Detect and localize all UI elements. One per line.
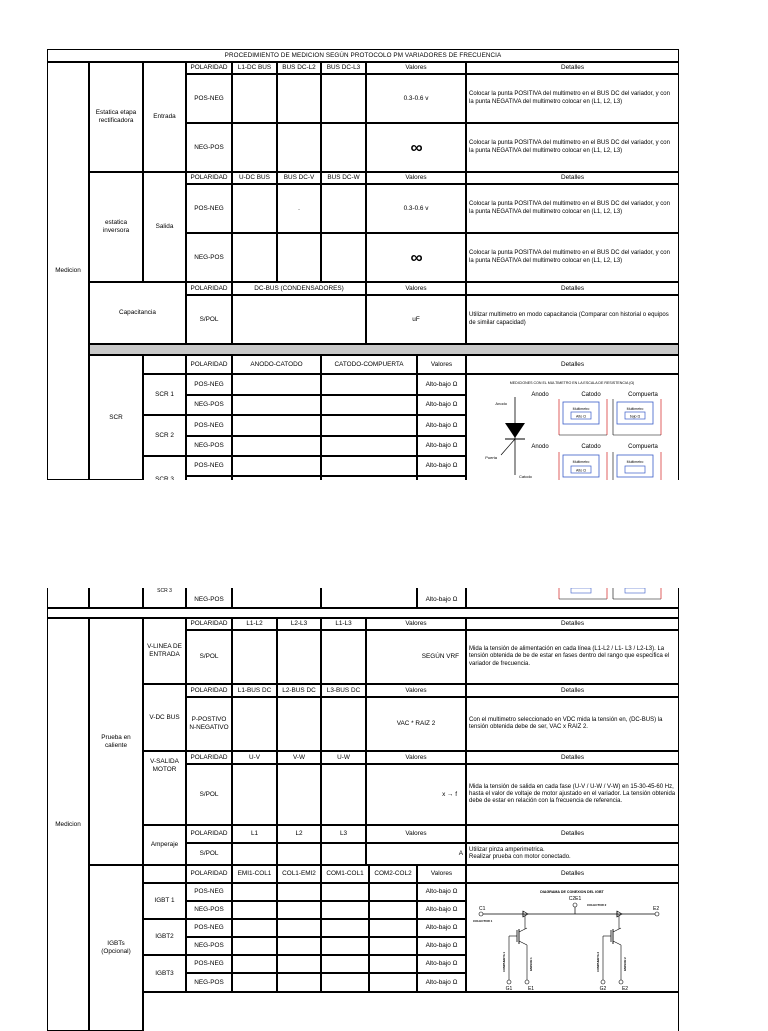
vdc-h-2: L2-BUS DC xyxy=(277,684,321,697)
mm2-label: Multimetro xyxy=(626,407,644,411)
thyristor-icon xyxy=(505,423,525,438)
cell xyxy=(321,919,369,937)
igbt-diag-title: DIAGRAMA DE CONEXION DEL IGBT xyxy=(540,890,604,894)
igbt-diag-comp2: COMPUERTA 2 xyxy=(596,951,600,973)
cell xyxy=(369,973,417,992)
cell xyxy=(232,697,277,751)
vout-h-pol: POLARIDAD xyxy=(186,751,232,764)
igbt-diag-c1: C1 xyxy=(479,906,486,912)
scr-h-2: CATODO-COMPUERTA xyxy=(321,355,417,374)
cell xyxy=(232,374,321,395)
cell xyxy=(277,937,321,955)
inv-sub: Salida xyxy=(143,172,186,282)
scr-diag-catodo-small: Catodo xyxy=(519,474,532,479)
cell xyxy=(232,184,277,233)
cap-label: Capacitancia xyxy=(89,282,186,344)
cap-h-1: DC-BUS (CONDENSADORES) xyxy=(232,282,366,295)
igbt-r2-val: Alto-bajo Ω xyxy=(417,901,466,919)
cell xyxy=(321,233,366,282)
cell xyxy=(232,764,277,825)
rect-h-3: BUS DC-L3 xyxy=(321,62,366,74)
igbt-r6-val: Alto-bajo Ω xyxy=(417,973,466,992)
scr-r3-val: Alto-bajo Ω xyxy=(417,415,466,436)
igbt-h-3: COM1-COL1 xyxy=(321,865,369,883)
blank-row xyxy=(143,992,679,1031)
vin-h-pol: POLARIDAD xyxy=(186,618,232,630)
igbt-h-4: COM2-COL2 xyxy=(369,865,417,883)
cell xyxy=(277,74,321,123)
igbt-h-det: Detalles xyxy=(466,865,679,883)
scr-diag-anodo: Anodo xyxy=(531,392,549,398)
cell xyxy=(232,415,321,436)
cell xyxy=(321,764,366,825)
scr-r2-val: Alto-bajo Ω xyxy=(417,395,466,415)
scr-r1-val: Alto-bajo Ω xyxy=(417,374,466,395)
cell xyxy=(143,355,186,374)
vin-det: Mida la tensión de alimentación en cada línea (L1-L2 / L1- L3 / L2-L3). La tensión obtenida de be de estar en fases dentro del rango que especifica el variador de frecuencia. xyxy=(466,630,679,684)
amp-pol: S/POL xyxy=(186,843,232,865)
igbt-label: IGBTs (Opcional) xyxy=(89,865,143,1031)
igbt-diag-col1: COLECTOR 1 xyxy=(473,919,493,923)
cell xyxy=(321,937,369,955)
hot-label: Prueba en caliente xyxy=(89,618,143,865)
inv-h-1: U-DC BUS xyxy=(232,172,277,184)
cell xyxy=(232,937,277,955)
cell xyxy=(321,123,366,172)
cell xyxy=(277,901,321,919)
cell xyxy=(232,436,321,456)
rect-r2-val: ∞ xyxy=(366,123,466,172)
inv-r1-mid: . xyxy=(277,184,321,233)
mm3-label: Multimetro xyxy=(572,460,590,464)
cell xyxy=(232,955,277,973)
scr-r5-val: Alto-bajo Ω xyxy=(417,456,466,476)
mm3-alto: Alto Ω xyxy=(576,468,586,473)
rect-h-pol: POLARIDAD xyxy=(186,62,232,74)
procedure-table-part-1 xyxy=(47,49,679,480)
page-1 xyxy=(47,49,679,480)
scr-measurement-diagram xyxy=(467,375,678,480)
scr-r4-pol: NEG-POS xyxy=(186,436,232,456)
igbt-diagram xyxy=(466,883,679,992)
igbt-diag-col2: COLECTOR 2 xyxy=(587,903,607,907)
amp-label: Amperaje xyxy=(143,825,186,865)
scr-diag-compuerta-2: Compuerta xyxy=(628,444,658,450)
rect-r1-pol: POS-NEG xyxy=(186,74,232,123)
vout-det: Mida la tensión de salida en cada fase (U-V / U-W / V-W) en 15-30-45-60 Hz, hasta el valor de voltaje de motor ajustado en el variador. La tensión obtenida debe de estar en relación con la frecuencia de referencia. xyxy=(466,764,679,825)
igbt-h-pol: POLARIDAD xyxy=(186,865,232,883)
scr-diag-catodo: Catodo xyxy=(581,392,601,398)
scr-r4-val: Alto-bajo Ω xyxy=(417,436,466,456)
mm4-label: Multimetro xyxy=(626,460,644,464)
cell xyxy=(321,588,417,608)
vout-h-2: V-W xyxy=(277,751,321,764)
scr-tail-pol: NEG-POS xyxy=(186,588,232,608)
igbt-diag-comp1: COMPUERTA 1 xyxy=(502,951,506,973)
igbt-r1-pol: POS-NEG xyxy=(186,883,232,901)
inv-h-val: Valores xyxy=(366,172,466,184)
igbt-group-1: IGBT 1 xyxy=(143,883,186,919)
vin-h-val: Valores xyxy=(366,618,466,630)
inv-r1-val: 0.3-0.6 v xyxy=(366,184,466,233)
cell xyxy=(232,74,277,123)
rect-r2-pol: NEG-POS xyxy=(186,123,232,172)
vout-h-1: U-V xyxy=(232,751,277,764)
vdc-label: V-DC BUS xyxy=(143,684,186,751)
scr-h-1: ANODO-CATODO xyxy=(232,355,321,374)
vdc-h-3: L3-BUS DC xyxy=(321,684,366,697)
mm1-label: Multimetro xyxy=(572,407,590,411)
cell xyxy=(321,456,417,476)
igbt-connection-diagram xyxy=(467,884,678,991)
cell xyxy=(232,476,321,480)
vin-h-2: L2-L3 xyxy=(277,618,321,630)
vout-val: x → f xyxy=(366,764,466,825)
scr-h-det: Detalles xyxy=(466,355,679,374)
cell xyxy=(232,973,277,992)
igbt-h-val: Valores xyxy=(417,865,466,883)
scr-diagram-tail-art xyxy=(467,588,678,607)
cell xyxy=(321,843,366,865)
vout-h-det: Detalles xyxy=(466,751,679,764)
rect-r1-val: 0.3-0.6 v xyxy=(366,74,466,123)
igbt-diag-emisor1: EMISOR 1 xyxy=(529,957,533,971)
cell xyxy=(232,883,277,901)
cell xyxy=(321,476,417,480)
cell xyxy=(321,436,417,456)
cap-val: uF xyxy=(366,295,466,344)
igbt-r1-val: Alto-bajo Ω xyxy=(417,883,466,901)
cell xyxy=(321,697,366,751)
vin-pol: S/POL xyxy=(186,630,232,684)
cell xyxy=(321,74,366,123)
cell xyxy=(321,184,366,233)
scr-diag-anodo-small: Anodo xyxy=(495,401,507,406)
vin-h-1: L1-L2 xyxy=(232,618,277,630)
scr-r5-pol: POS-NEG xyxy=(186,456,232,476)
scr-tail-group: SCR 3 xyxy=(143,588,186,608)
cell xyxy=(277,764,321,825)
cell xyxy=(321,630,366,684)
separator-row xyxy=(89,344,679,355)
igbt-diag-c2e1: C2E1 xyxy=(568,896,582,902)
scr-diag-anodo-2: Anodo xyxy=(531,444,549,450)
scr-diag-compuerta: Compuerta xyxy=(628,392,658,398)
igbt-diag-g1: G1 xyxy=(505,986,513,991)
cell xyxy=(321,883,369,901)
cell xyxy=(277,843,321,865)
inv-r2-pol: NEG-POS xyxy=(186,233,232,282)
cell xyxy=(232,456,321,476)
inv-r1-pol: POS-NEG xyxy=(186,184,232,233)
cell xyxy=(277,973,321,992)
table-title: PROCEDIMIENTO DE MEDICION SEGÚN PROTOCOLO PM VARIADORES DE FRECUENCIA xyxy=(47,49,679,62)
cell xyxy=(47,588,89,608)
vin-h-3: L1-L3 xyxy=(321,618,366,630)
rect-h-1: L1-DC BUS xyxy=(232,62,277,74)
scr-diagram-tail xyxy=(466,588,679,608)
section-label: Medicion xyxy=(47,62,89,480)
scr-r3-pol: POS-NEG xyxy=(186,415,232,436)
cell xyxy=(369,919,417,937)
cell xyxy=(321,415,417,436)
vdc-pol: P-POSTIVO N-NEGATIVO xyxy=(186,697,232,751)
scr-diag-puerta: Puerta xyxy=(485,455,497,460)
cell xyxy=(277,630,321,684)
scr-r2-pol: NEG-POS xyxy=(186,395,232,415)
cell xyxy=(321,901,369,919)
amp-val: A xyxy=(366,843,466,865)
inv-r2-val: ∞ xyxy=(366,233,466,282)
igbt-group-2: IGBT2 xyxy=(143,919,186,955)
rect-h-2: BUS DC-L2 xyxy=(277,62,321,74)
vdc-h-det: Detalles xyxy=(466,684,679,697)
igbt-r5-val: Alto-bajo Ω xyxy=(417,955,466,973)
vout-h-val: Valores xyxy=(366,751,466,764)
rect-r2-det: Colocar la punta POSITIVA del multimetro en el BUS DC del variador, y con la punta NEGATIVA del multimetro colocar en (L1, L2, L3) xyxy=(466,123,679,172)
cell xyxy=(232,123,277,172)
page-2 xyxy=(47,588,679,1031)
amp-det: Utilizar pinza amperimetrica. Realizar prueba con motor conectado. xyxy=(466,843,679,865)
section-label-2: Medicion xyxy=(47,618,89,1031)
inv-r2-det: Colocar la punta POSITIVA del multimetro en el BUS DC del variador, y con la punta NEGATIVA del multimetro colocar en (L1, L2, L3) xyxy=(466,233,679,282)
igbt-diag-emisor2: EMISOR 2 xyxy=(623,957,627,971)
cell xyxy=(369,883,417,901)
cell xyxy=(321,955,369,973)
vdc-h-val: Valores xyxy=(366,684,466,697)
vout-h-3: U-W xyxy=(321,751,366,764)
cap-h-det: Detalles xyxy=(466,282,679,295)
cell xyxy=(369,937,417,955)
cell xyxy=(417,476,466,480)
igbt-r4-val: Alto-bajo Ω xyxy=(417,937,466,955)
scr-group-1: SCR 1 xyxy=(143,374,186,415)
cell xyxy=(232,233,277,282)
cell xyxy=(369,955,417,973)
cell xyxy=(232,901,277,919)
igbt-r4-pol: NEG-POS xyxy=(186,937,232,955)
amp-h-det: Detalles xyxy=(466,825,679,843)
inv-r1-det: Colocar la punta POSITIVA del multimetro en el BUS DC del variador, y con la punta NEGATIVA del multimetro colocar en (L1, L2, L3) xyxy=(466,184,679,233)
amp-h-pol: POLARIDAD xyxy=(186,825,232,843)
vin-label: V-LINEA DE ENTRADA xyxy=(143,618,186,684)
vin-h-det: Detalles xyxy=(466,618,679,630)
igbt-h-1: EMI1-COL1 xyxy=(232,865,277,883)
cell xyxy=(232,630,277,684)
vout-label: V-SALIDA MOTOR xyxy=(143,751,186,825)
cell xyxy=(321,973,369,992)
inv-h-det: Detalles xyxy=(466,172,679,184)
scr-h-pol: POLARIDAD xyxy=(186,355,232,374)
inv-h-2: BUS DC-V xyxy=(277,172,321,184)
vdc-h-1: L1-BUS DC xyxy=(232,684,277,697)
igbt-r3-val: Alto-bajo Ω xyxy=(417,919,466,937)
cell xyxy=(277,919,321,937)
igbt-r2-pol: NEG-POS xyxy=(186,901,232,919)
cell xyxy=(232,395,321,415)
cap-h-pol: POLARIDAD xyxy=(186,282,232,295)
inv-h-pol: POLARIDAD xyxy=(186,172,232,184)
scr-group-2: SCR 2 xyxy=(143,415,186,456)
rect-label: Estatica etapa rectificadora xyxy=(89,62,143,172)
igbt-diag-e1: E1 xyxy=(527,986,535,991)
scr-diagram xyxy=(466,374,679,480)
cap-det: Utilizar multimetro en modo capacitancia (Comparar con historial o equipos de similar capacidad) xyxy=(466,295,679,344)
scr-tail-val: Alto-bajo Ω xyxy=(417,588,466,608)
scr-diag-catodo-2: Catodo xyxy=(581,444,601,450)
amp-h-1: L1 xyxy=(232,825,277,843)
cell xyxy=(186,476,232,480)
igbt-h-2: COL1-EMI2 xyxy=(277,865,321,883)
scr-r1-pol: POS-NEG xyxy=(186,374,232,395)
cap-h-val: Valores xyxy=(366,282,466,295)
vin-val: SEGÚN VRF xyxy=(366,630,466,684)
cell xyxy=(321,374,417,395)
vout-pol: S/POL xyxy=(186,764,232,825)
cell xyxy=(232,588,321,608)
inv-h-3: BUS DC-W xyxy=(321,172,366,184)
cell xyxy=(277,697,321,751)
rect-r1-det: Colocar la punta POSITIVA del multimetro en el BUS DC del variador, y con la punta NEGATIVA del multimetro colocar en (L1, L2, L3) xyxy=(466,74,679,123)
cell xyxy=(143,865,186,883)
rect-h-val: Valores xyxy=(366,62,466,74)
rect-h-det: Detalles xyxy=(466,62,679,74)
separator-row-2 xyxy=(47,608,679,618)
amp-h-val: Valores xyxy=(366,825,466,843)
igbt-r5-pol: POS-NEG xyxy=(186,955,232,973)
igbt-r3-pol: POS-NEG xyxy=(186,919,232,937)
cell xyxy=(277,883,321,901)
igbt-diag-e2: E2 xyxy=(653,906,660,912)
cell xyxy=(232,295,366,344)
cell xyxy=(277,123,321,172)
cell xyxy=(321,395,417,415)
vdc-val: VAC * RAIZ 2 xyxy=(366,697,466,751)
cell xyxy=(369,901,417,919)
scr-diag-title: MEDICIONES CON EL MULTIMETRO EN LA ESCALA DE RESISTENCIA (Ω) xyxy=(509,381,635,385)
cell xyxy=(277,955,321,973)
cell xyxy=(277,233,321,282)
igbt-diag-g2: G2 xyxy=(599,986,607,991)
cell xyxy=(232,843,277,865)
cell xyxy=(232,919,277,937)
scr-group-3: SCR 3 xyxy=(143,456,186,480)
mm2-bajo: bajo Ω xyxy=(629,414,641,419)
procedure-table-part-2 xyxy=(47,588,679,1031)
inv-label: estatica inversora xyxy=(89,172,143,282)
scr-h-val: Valores xyxy=(417,355,466,374)
vdc-det: Con el multimetro seleccionado en VDC mida la tensión en, (DC-BUS) la tensión obtenida debe de ser, VAC x RAIZ 2. xyxy=(466,697,679,751)
rect-sub: Entrada xyxy=(143,62,186,172)
igbt-r6-pol: NEG-POS xyxy=(186,973,232,992)
vdc-h-pol: POLARIDAD xyxy=(186,684,232,697)
scr-label: SCR xyxy=(89,355,143,480)
igbt-diag-e2b: E2 xyxy=(621,986,629,991)
amp-h-3: L3 xyxy=(321,825,366,843)
igbt-group-3: IGBT3 xyxy=(143,955,186,992)
cap-pol: S/POL xyxy=(186,295,232,344)
cell xyxy=(89,588,143,608)
mm1-alto: Alto Ω xyxy=(576,414,586,419)
amp-h-2: L2 xyxy=(277,825,321,843)
